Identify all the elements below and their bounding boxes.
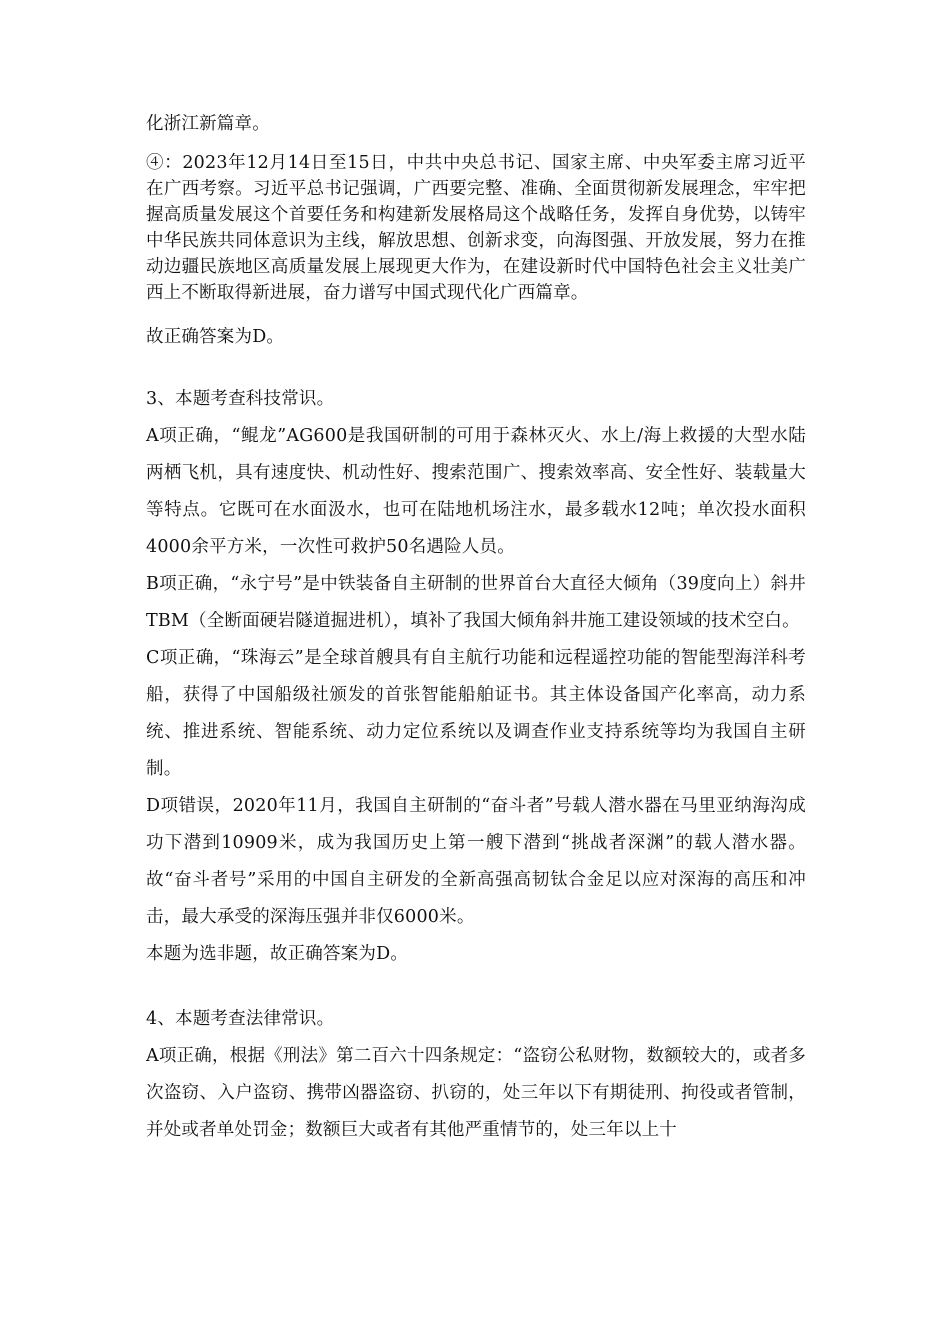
q4-heading: 4、本题考查法律常识。	[146, 1009, 335, 1029]
q3-option-a: A项正确，“鲲龙”AG600是我国研制的可用于森林灭火、水上/海上救援的大型水陆两栖飞机，具有速度快、机动性好、搜索范围广、搜索效率高、安全性好、装载量大等特点。它既可在水面汲水，也可在陆地机场注水，最多载水12吨；单次投水面积4000余平方米，一次性可救护50名遇险人员。	[146, 426, 806, 557]
q3-option-d: D项错误，2020年11月，我国自主研制的“奋斗者”号载人潜水器在马里亚纳海沟成功下潜到10909米，成为我国历史上第一艘下潜到“挑战者深渊”的载人潜水器。故“奋斗者号”采用的中国自主研发的全新高强高韧钛合金足以应对深海的高压和冲击，最大承受的深海压强并非仅6000米。	[146, 796, 806, 927]
q3-heading: 3、本题考查科技常识。	[146, 389, 335, 409]
q4-option-a: A项正确，根据《刑法》第二百六十四条规定：“盗窃公私财物，数额较大的，或者多次盗窃、入户盗窃、携带凶器盗窃、扒窃的，处三年以下有期徒刑、拘役或者管制，并处或者单处罚金；数额巨大或者有其他严重情节的，处三年以上十	[146, 1046, 806, 1140]
answer-1: 故正确答案为D。	[146, 327, 285, 347]
q3-option-b: B项正确，“永宁号”是中铁装备自主研制的世界首台大直径大倾角（39度向上）斜井TBM（全断面硬岩隧道掘进机），填补了我国大倾角斜井施工建设领域的技术空白。	[146, 574, 806, 631]
q3-option-c: C项正确，“珠海云”是全球首艘具有自主航行功能和远程遥控功能的智能型海洋科考船，获得了中国船级社颁发的首张智能船舶证书。其主体设备国产化率高，动力系统、推进系统、智能系统、动力定位系统以及调查作业支持系统等均为我国自主研制。	[146, 648, 806, 779]
item4-paragraph: ④：2023年12月14日至15日，中共中央总书记、国家主席、中央军委主席习近平在广西考察。习近平总书记强调，广西要完整、准确、全面贯彻新发展理念，牢牢把握高质量发展这个首要任务和构建新发展格局这个战略任务，发挥自身优势，以铸牢中华民族共同体意识为主线，解放思想、创新求变，向海图强、开放发展，努力在推动边疆民族地区高质量发展上展现更大作为，在建设新时代中国特色社会主义壮美广西上不断取得新进展，奋力谱写中国式现代化广西篇章。	[146, 153, 806, 303]
intro-fragment: 化浙江新篇章。	[146, 114, 270, 134]
document-body	[146, 111, 806, 1149]
q3-answer: 本题为选非题，故正确答案为D。	[146, 944, 409, 964]
